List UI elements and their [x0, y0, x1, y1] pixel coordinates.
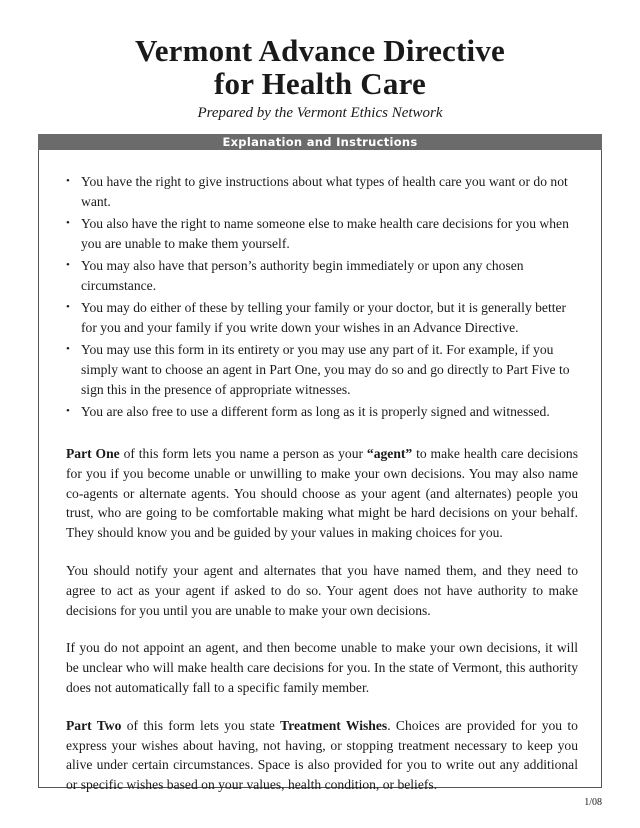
rights-list — [66, 172, 578, 422]
notify-agent-paragraph: You should notify your agent and alternates that you have named them, and they need to agree to act as your agent if asked to do so. Your agent does not have authority to make decisions for you until you are unable to make your own decisions. — [66, 563, 578, 618]
agent-term: “agent” — [366, 446, 413, 462]
part-one-text-1: of this form lets you name a person as your — [119, 446, 367, 462]
section-banner: Explanation and Instructions — [38, 134, 602, 150]
part-one-lead: Part One — [66, 446, 120, 462]
document-title — [0, 34, 640, 100]
instructions-content — [66, 172, 578, 795]
page-number: 1/08 — [584, 797, 602, 808]
part-one-paragraph — [66, 444, 578, 543]
list-item: • You may use this form in its entirety or you may use any part of it. For example, if you simply want to choose an agent in Part One, you may do so and go directly to Part Five to sign this in the presence of appropriate witnesses. — [66, 340, 578, 399]
list-item: • You have the right to give instructions about what types of health care you want or do not want. — [66, 172, 578, 212]
list-item: • You may do either of these by telling your family or your doctor, but it is generally better for you and your family if you write down your wishes in an Advance Directive. — [66, 298, 578, 338]
part-two-text-2: . Choices are provided for you to express your wishes about having, not having, or stopping treatment necessary to keep you alive under certain circumstances. Space is also provided for you to write out any additional or specific wishes based on your values, health condition, or beliefs. — [66, 717, 578, 793]
part-two-paragraph — [66, 716, 578, 795]
list-item: • You also have the right to name someone else to make health care decisions for you when you are unable to make them yourself. — [66, 214, 578, 254]
title-line-1: Vermont Advance Directive — [134, 33, 506, 68]
no-agent-paragraph: If you do not appoint an agent, and then become unable to make your own decisions, it will be unclear who will make health care decisions for you. In the state of Vermont, this authority does not automatically fall to a specific family member. — [66, 640, 578, 696]
document-subtitle: Prepared by the Vermont Ethics Network — [197, 105, 443, 121]
part-two-text-1: of this form lets you state — [121, 717, 281, 733]
part-one-text-2: to make health care decisions for you if you become unable or unwilling to make your own decisions. You may also name co-agents or alternate agents. You should choose as your agent (and alternates) people you trust, who are going to be comfortable making what might be hard decisions on your behalf. They should know you and be guided by your values in making choices for you. — [66, 446, 578, 541]
treatment-wishes-term: Treatment Wishes — [280, 717, 388, 733]
part-two-lead: Part Two — [66, 717, 122, 733]
list-item: • You are also free to use a different form as long as it is properly signed and witnessed. — [66, 402, 578, 422]
list-item: • You may also have that person’s authority begin immediately or upon any chosen circumstance. — [66, 256, 578, 296]
title-line-2: for Health Care — [214, 66, 426, 101]
